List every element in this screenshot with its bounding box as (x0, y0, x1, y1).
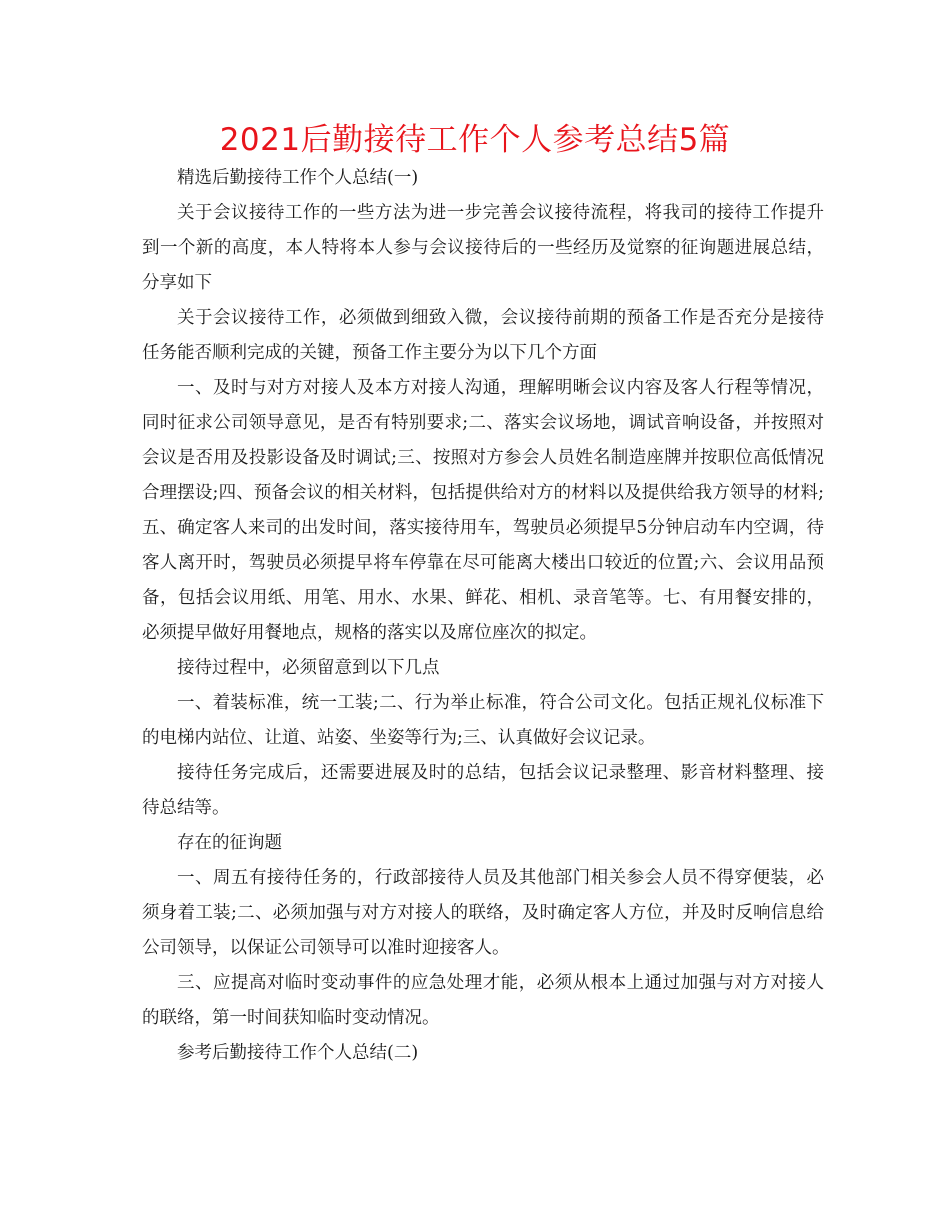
paragraph-summary: 接待任务完成后，还需要进展及时的总结，包括会议记录整理、影音材料整理、接待总结等。 (142, 763, 824, 818)
paragraph-preparation: 关于会议接待工作，必须做到细致入微，会议接待前期的预备工作是否充分是接待任务能否顺利完成的关键，预备工作主要分为以下几个方面 (142, 308, 824, 363)
document-body (142, 161, 824, 1071)
paragraph-issues-2: 三、应提高对临时变动事件的应急处理才能，必须从根本上通过加强与对方对接人的联络，第一时间获知临时变动情况。 (142, 973, 824, 1028)
section-heading-1: 精选后勤接待工作个人总结(一) (177, 168, 419, 188)
paragraph-intro: 关于会议接待工作的一些方法为进一步完善会议接待流程，将我司的接待工作提升到一个新的高度，本人特将本人参与会议接待后的一些经历及觉察的征询题进展总结，分享如下 (142, 203, 824, 293)
document-title: 2021后勤接待工作个人参考总结5篇 (219, 122, 731, 158)
paragraph-process-heading: 接待过程中，必须留意到以下几点 (177, 658, 440, 678)
paragraph-preparation-items: 一、及时与对方对接人及本方对接人沟通，理解明晰会议内容及客人行程等情况，同时征求公司领导意见，是否有特别要求;二、落实会议场地，调试音响设备，并按照对会议是否用及投影设备及时调试;三、按照对方参会人员姓名制造座牌并按职位高低情况合理摆设;四、预备会议的相关材料，包括提供给对方的材料以及提供给我方领导的材料;五、确定客人来司的出发时间，落实接待用车，驾驶员必须提早5分钟启动车内空调，待客人离开时，驾驶员必须提早将车停靠在尽可能离大楼出口较近的位置;六、会议用品预备，包括会议用纸、用笔、用水、水果、鲜花、相机、录音笔等。七、有用餐安排的，必须提早做好用餐地点，规格的落实以及席位座次的拟定。 (142, 378, 824, 643)
paragraph-issues-1: 一、周五有接待任务的，行政部接待人员及其他部门相关参会人员不得穿便装，必须身着工装;二、必须加强与对方对接人的联络，及时确定客人方位，并及时反响信息给公司领导，以保证公司领导可以准时迎接客人。 (142, 868, 824, 958)
paragraph-issues-heading: 存在的征询题 (177, 833, 282, 853)
paragraph-process-items: 一、着装标准，统一工装;二、行为举止标准，符合公司文化。包括正规礼仪标准下的电梯内站位、让道、站姿、坐姿等行为;三、认真做好会议记录。 (142, 693, 824, 748)
section-heading-2: 参考后勤接待工作个人总结(二) (177, 1043, 419, 1063)
